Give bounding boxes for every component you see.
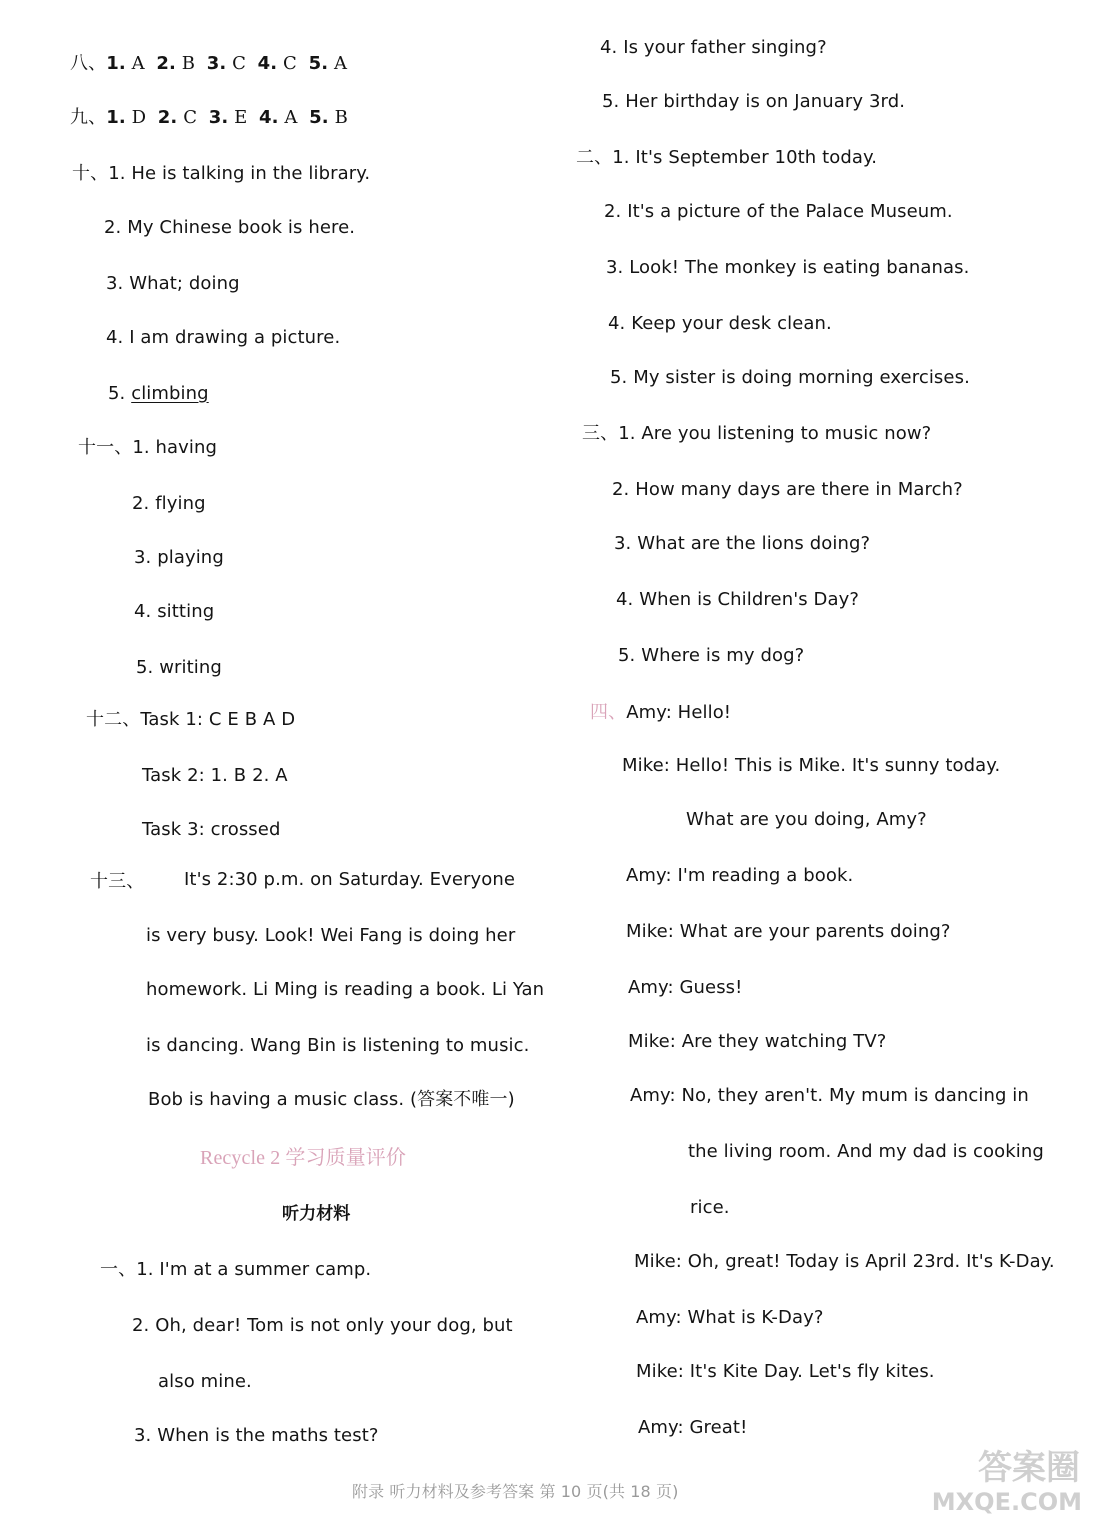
section-13-para-line-4: is dancing. Wang Bin is listening to music. (146, 1035, 530, 1056)
section-11-line-4: 4. sitting (134, 601, 215, 622)
section-1-line-2-cont: also mine. (158, 1371, 252, 1392)
watermark-logo-text: 答案圈 (978, 1448, 1080, 1488)
section-2-line-4: 4. Keep your desk clean. (608, 313, 832, 334)
section-13-mark: 十三、 (90, 871, 145, 892)
dialogue-line-11: Amy: Great! (638, 1417, 748, 1438)
section-10-line-1: 十、1. He is talking in the library. (72, 163, 371, 184)
dialogue-line-10: Mike: It's Kite Day. Let's fly kites. (636, 1361, 935, 1382)
site-watermark (910, 1422, 1090, 1532)
dialogue-line-2: Mike: Hello! This is Mike. It's sunny today. (622, 755, 1001, 776)
section-11-line-2: 2. flying (132, 493, 206, 514)
dialogue-line-7: Amy: No, they aren't. My mum is dancing in (630, 1085, 1029, 1106)
section-10-line-4: 4. I am drawing a picture. (106, 327, 341, 348)
section-13-para-line-1: It's 2:30 p.m. on Saturday. Everyone (184, 869, 516, 890)
section-11-line-3: 3. playing (134, 547, 224, 568)
section-13-para-line-3: homework. Li Ming is reading a book. Li Yan (146, 979, 545, 1000)
dialogue-line-7-cont-2: rice. (690, 1197, 730, 1218)
section-10-line-3: 3. What; doing (106, 273, 240, 294)
section-11-line-5: 5. writing (136, 657, 222, 678)
section-1-line-4: 4. Is your father singing? (600, 37, 827, 58)
section-1-line-5: 5. Her birthday is on January 3rd. (602, 91, 906, 112)
section-1-line-1: 一、1. I'm at a summer camp. (100, 1259, 372, 1280)
section-12-task-3: Task 3: crossed (142, 819, 281, 840)
section-12-task-1: 十二、Task 1: C E B A D (86, 709, 296, 730)
dialogue-line-1: 四、Amy: Hello! (590, 702, 732, 723)
watermark-url: MXQE.COM (931, 1488, 1082, 1516)
section-3-line-2: 2. How many days are there in March? (612, 479, 963, 500)
dialogue-line-5: Amy: Guess! (628, 977, 743, 998)
section-3-line-5: 5. Where is my dog? (618, 645, 805, 666)
section-12-task-2: Task 2: 1. B 2. A (142, 765, 288, 786)
section-10-line-5: 5. climbing (108, 383, 209, 404)
recycle-2-heading: Recycle 2 学习质量评价 (200, 1147, 407, 1169)
section-2-line-1: 二、1. It's September 10th today. (576, 147, 878, 168)
section-1-line-3: 3. When is the maths test? (134, 1425, 379, 1446)
section-8-answers: 八、1. A 2. B 3. C 4. C 5. A (70, 53, 348, 74)
dialogue-line-2-cont: What are you doing, Amy? (686, 809, 927, 830)
section-11-line-1: 十一、1. having (78, 437, 218, 458)
section-13-para-line-5: Bob is having a music class. (答案不唯一) (148, 1089, 515, 1110)
dialogue-line-7-cont-1: the living room. And my dad is cooking (688, 1141, 1044, 1162)
dialogue-line-4: Mike: What are your parents doing? (626, 921, 951, 942)
section-3-line-4: 4. When is Children's Day? (616, 589, 860, 610)
section-3-line-3: 3. What are the lions doing? (614, 533, 871, 554)
section-2-line-3: 3. Look! The monkey is eating bananas. (606, 257, 970, 278)
dialogue-line-6: Mike: Are they watching TV? (628, 1031, 887, 1052)
section-13-para-line-2: is very busy. Look! Wei Fang is doing her (146, 925, 516, 946)
section-3-line-1: 三、1. Are you listening to music now? (582, 423, 932, 444)
section-9-answers: 九、1. D 2. C 3. E 4. A 5. B (70, 107, 348, 128)
dialogue-line-9: Amy: What is K-Day? (636, 1307, 824, 1328)
section-10-line-2: 2. My Chinese book is here. (104, 217, 356, 238)
page-footer: 附录 听力材料及参考答案 第 10 页(共 18 页) (352, 1482, 679, 1501)
section-2-line-2: 2. It's a picture of the Palace Museum. (604, 201, 953, 222)
section-2-line-5: 5. My sister is doing morning exercises. (610, 367, 970, 388)
listening-material-heading: 听力材料 (282, 1204, 351, 1224)
dialogue-line-3: Amy: I'm reading a book. (626, 865, 854, 886)
dialogue-line-8: Mike: Oh, great! Today is April 23rd. It's K-Day. (634, 1251, 1055, 1272)
section-1-line-2: 2. Oh, dear! Tom is not only your dog, but (132, 1315, 513, 1336)
